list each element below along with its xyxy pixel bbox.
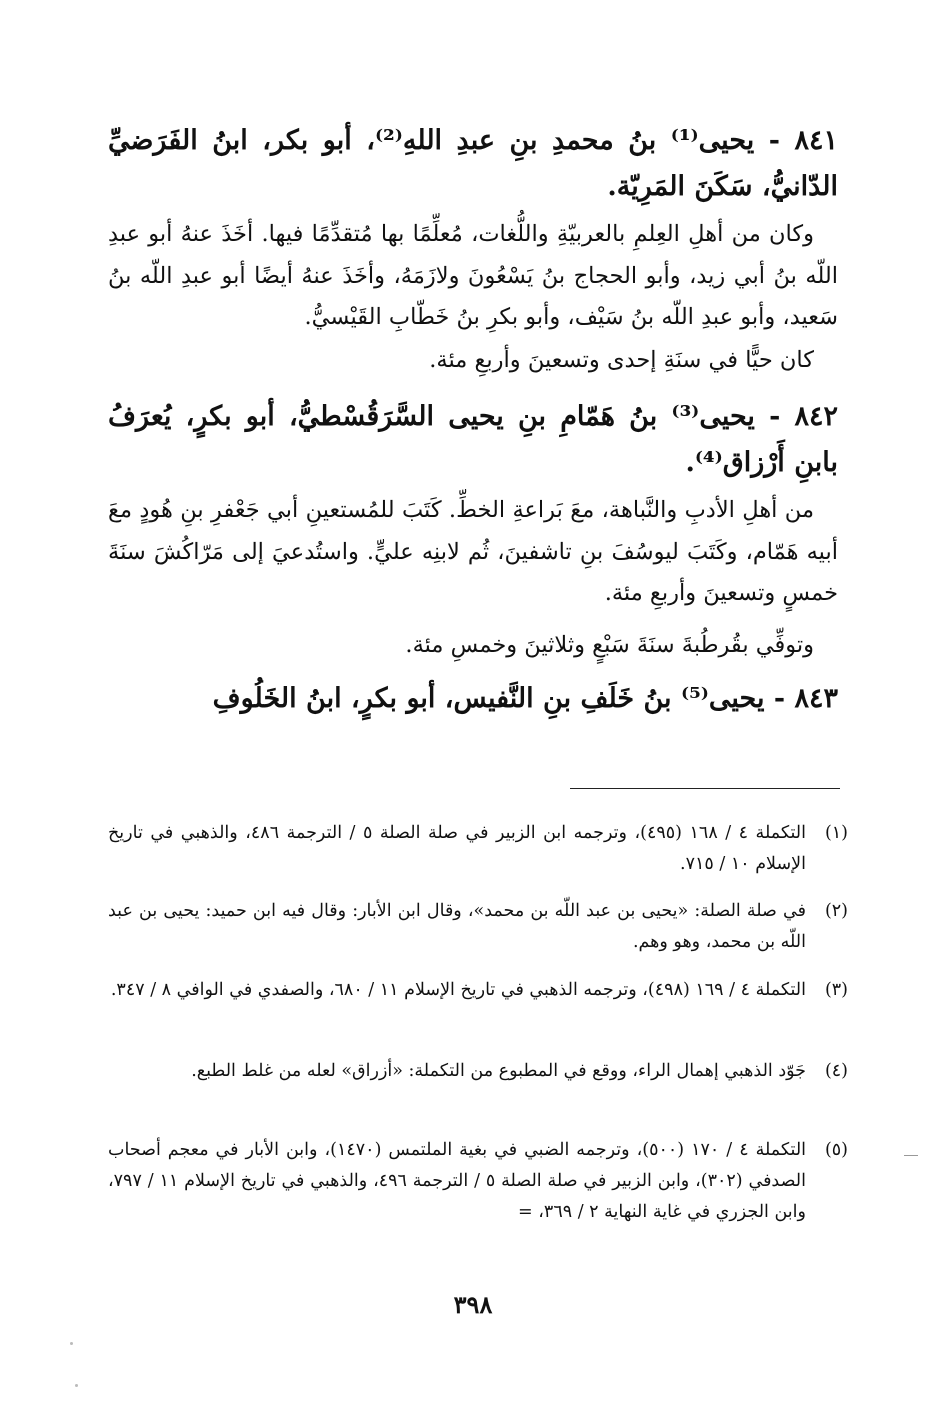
footnote-separator [570,788,840,789]
footnote-1 [108,818,848,880]
footnote-2 [108,896,848,958]
entry-842-paragraph-1: من أهلِ الأدبِ والنَّباهة، معَ بَراعةِ الخطِّ. كَتَبَ للمُستعينِ أبي جَعْفرِ بنِ هُودٍ معَ أبيه هَمّام، وكَتَبَ ليوسُفَ بنِ تاشفينَ، ثُم لابنِه عليٍّ. واستُدعيَ إلى مَرّاكُشَ سنَةَ خمسٍ وتسعينَ وأربعِ مئة. [108,497,838,606]
footnote-text: التكملة ٤ / ١٦٨ (٤٩٥)، وترجمه ابن الزبير في صلة الصلة ٥ / الترجمة ٤٨٦، والذهبي في تاريخ الإسلام ١٠ / ٧١٥. [108,823,806,874]
scan-speck [75,1384,78,1387]
footnote-3 [108,975,848,1006]
footnote-text: التكملة ٤ / ١٧٠ (٥٠٠)، وترجمه الضبي في بغية الملتمس (١٤٧٠)، وابن الأبار في معجم أصحاب الصدفي (٣٠٢)، وابن الزبير في صلة الصلة ٥ / الترجمة ٤٩٦، والذهبي في تاريخ الإسلام ١١ / ٧٩٧، وابن الجزري في غاية النهاية ٢ / ٣٦٩، = [108,1140,807,1222]
entry-841-paragraph-1: وكان من أهلِ العِلمِ بالعربيّةِ واللُّغات، مُعلِّمًا بها مُتقدِّمًا فيها. أخَذَ عنهُ أبو عبدِ اللّه بنُ أبي زيد، وأبو الحجاج بنُ يَسْعُونَ ولازَمَهُ، وأخَذَ عنهُ أيضًا أبو عبدِ اللّه بنُ سَعيد، وأبو عبدِ اللّه بنُ سَيْف، وأبو بكرِ بنُ خَطّابِ القَيْسيُّ. [108,221,838,330]
page-number: ٣٩٨ [453,1290,493,1319]
footnote-number: (٢) [824,901,848,921]
entry-843-heading: ٨٤٣ - يحيى⁽⁵⁾ بنُ خَلَفِ بنِ النَّفيس، أبو بكرٍ، ابنُ الخَلُوفِ [212,683,838,714]
entry-841-heading: ٨٤١ - يحيى⁽¹⁾ بنُ محمدِ بنِ عبدِ اللهِ⁽²⁾، أبو بكر، ابنُ الفَرَضيِّ الدّانيُّ، سَكَنَ المَرِيّة. [108,125,838,202]
entry-842-heading: ٨٤٢ - يحيى⁽³⁾ بنُ هَمّامِ بنِ يحيى السَّرَقُسْطيُّ، أبو بكرٍ، يُعرَفُ بابنِ أَرْزاق⁽⁴⁾. [108,401,838,478]
footnote-number: (١) [824,823,848,843]
footnote-number: (٣) [824,980,848,1000]
footnote-number: (٤) [824,1061,848,1081]
footnote-text: في صلة الصلة: «يحيى بن عبد اللّه بن محمد»، وقال ابن الأبار: وقال فيه ابن حميد: يحيى بن عبد اللّه بن محمد، وهو وهم. [108,901,806,952]
scan-speck [70,1342,73,1345]
footnote-text: جَوّد الذهبي إهمال الراء، ووقع في المطبوع من التكملة: «أزراق» لعله من غلط الطبع. [191,1061,806,1081]
footnote-5 [108,1135,848,1228]
footnote-number: (٥) [824,1140,848,1160]
footnote-4 [108,1056,848,1087]
margin-mark [904,1155,918,1156]
entry-841-paragraph-2: كان حيًّا في سنَةِ إحدى وتسعينَ وأربعِ مئة. [429,347,814,373]
entry-842-paragraph-2: وتوفِّي بقُرطُبةَ سنَةَ سَبْعٍ وثلاثينَ وخمسِ مئة. [405,632,814,658]
footnote-text: التكملة ٤ / ١٦٩ (٤٩٨)، وترجمه الذهبي في تاريخ الإسلام ١١ / ٦٨٠، والصفدي في الوافي ٨ / ٣٤٧. [110,980,806,1000]
